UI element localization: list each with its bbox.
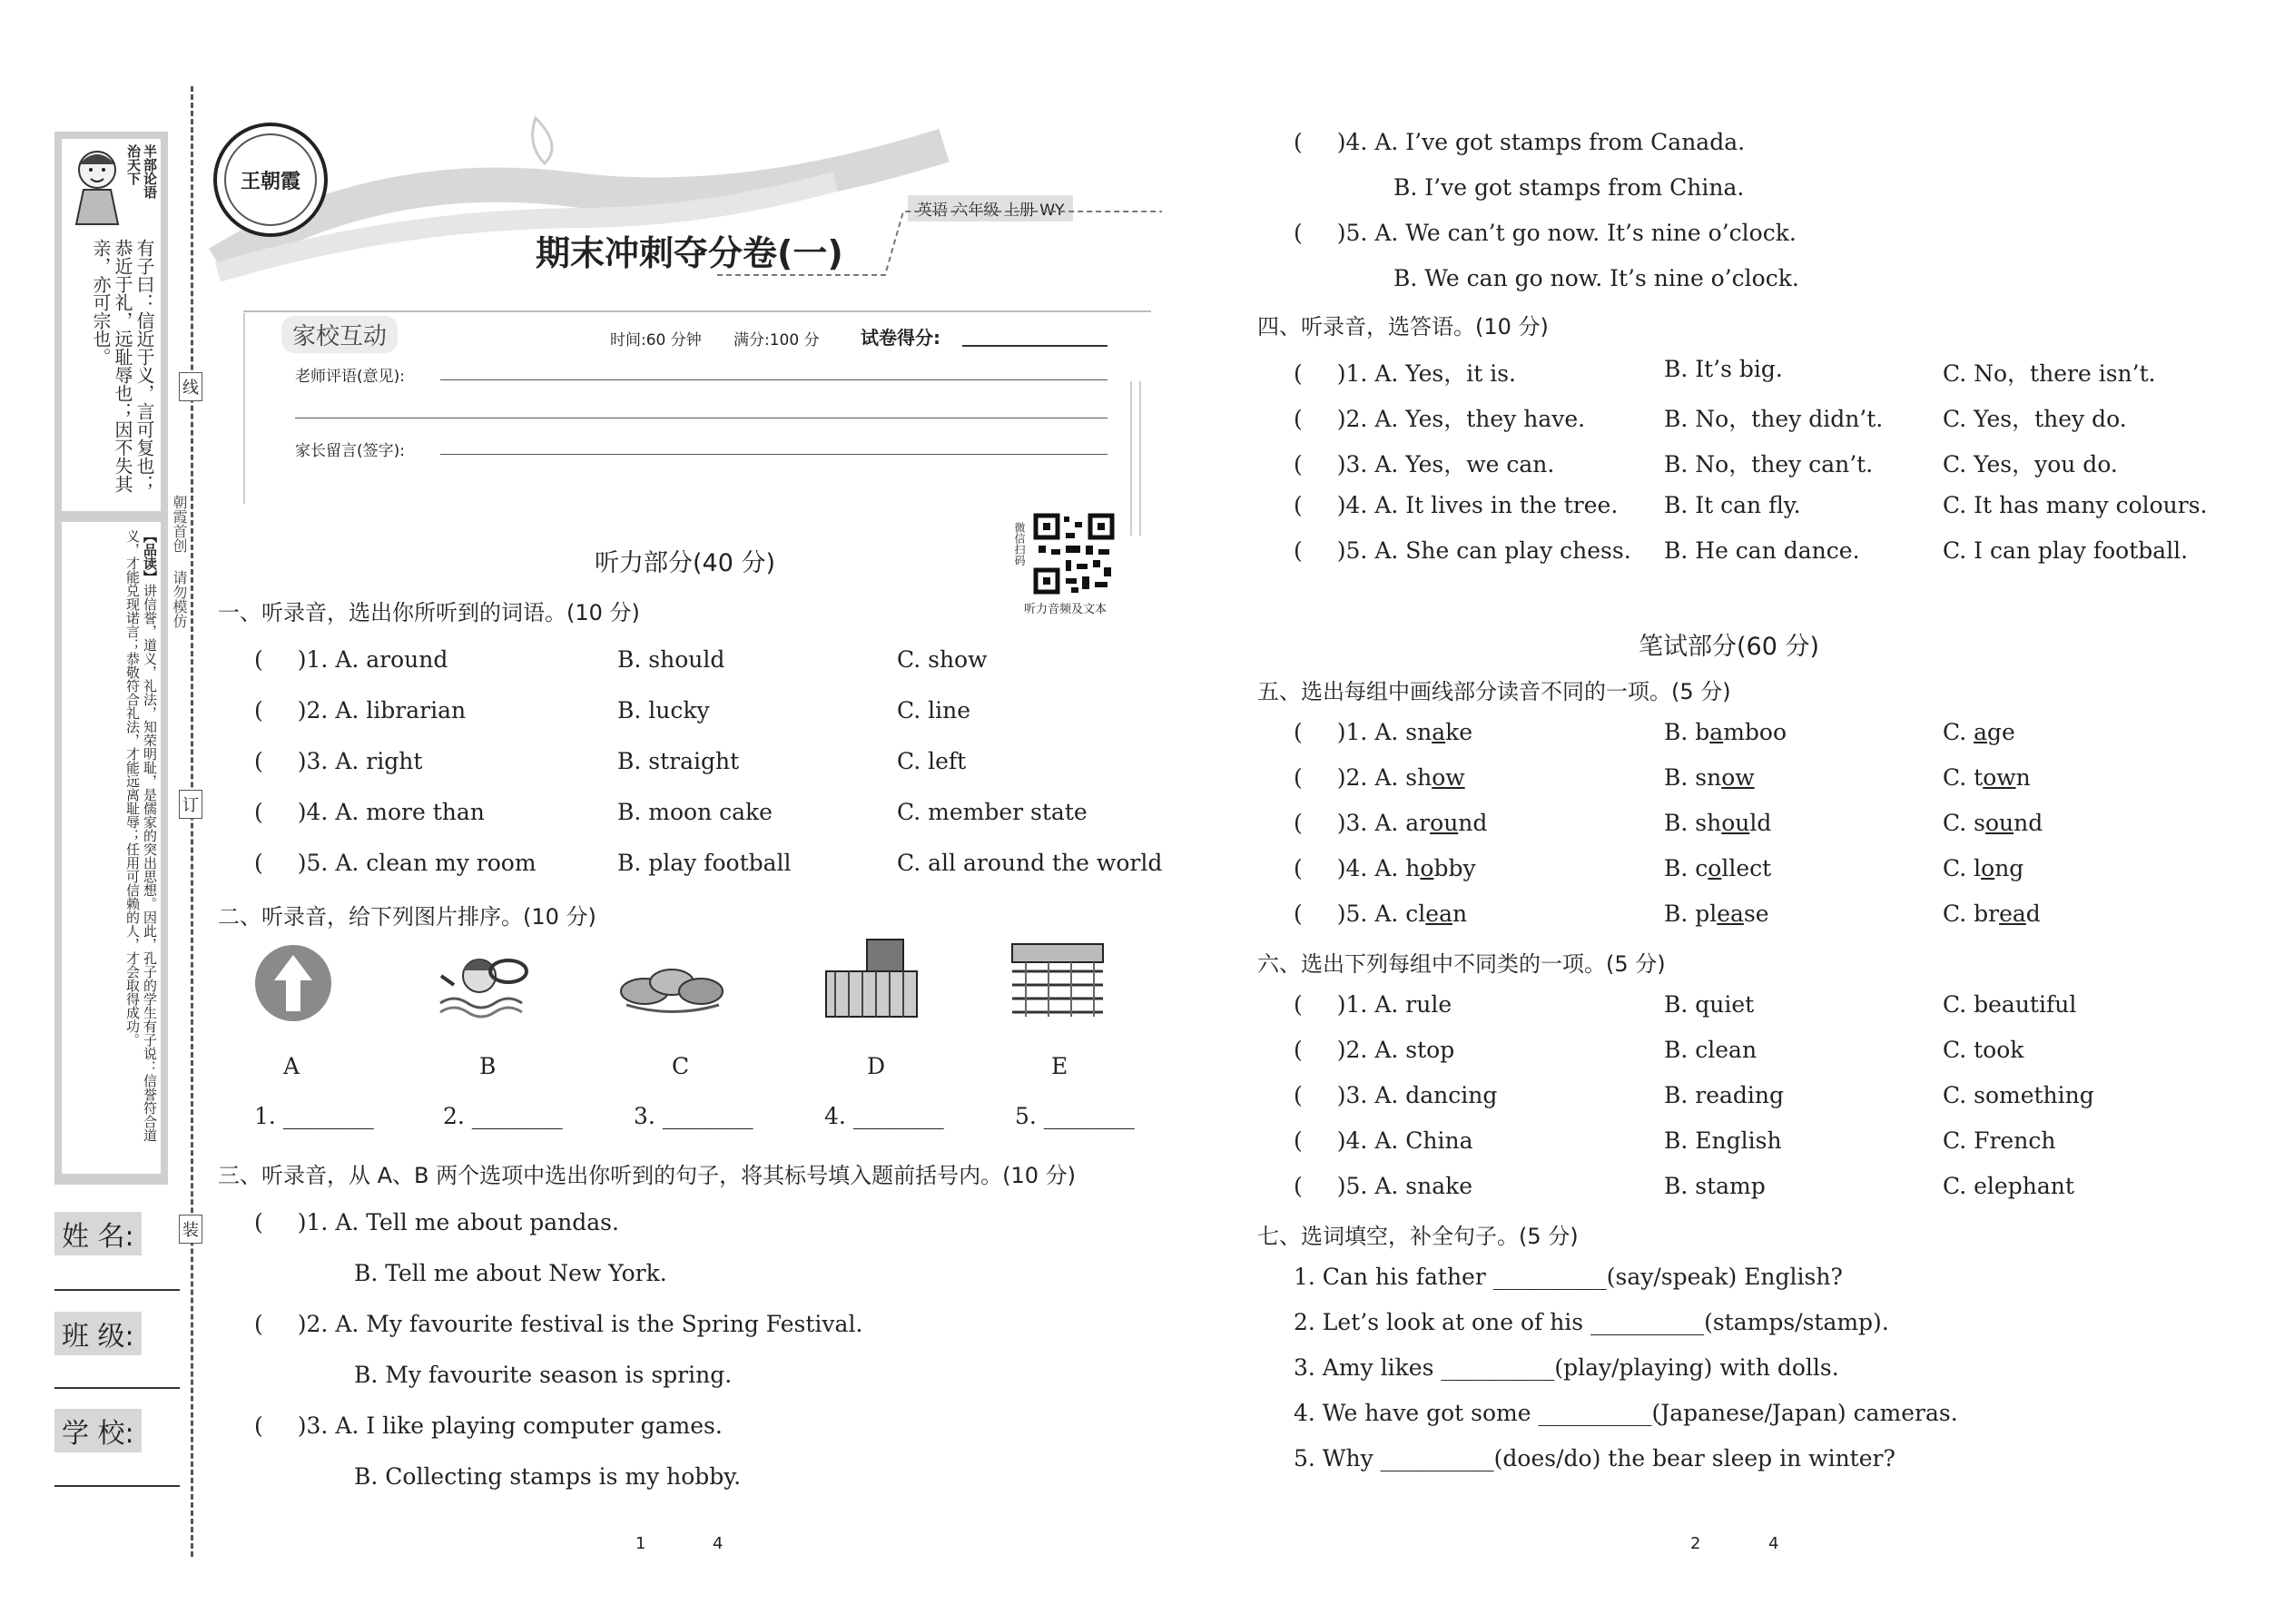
score-field[interactable] (962, 345, 1108, 347)
option-c: C. I can play football. (1943, 537, 2189, 564)
confucius-figure-icon (65, 144, 129, 226)
section-5-heading: 五、选出每组中画线部分读音不同的一项。(5 分) (1257, 679, 1731, 704)
option-c: C. something (1943, 1082, 2094, 1108)
school-field[interactable] (54, 1485, 180, 1487)
brand-logo (213, 123, 328, 237)
list-item: ( )1. A. rule (1294, 991, 1452, 1018)
swimming-boy-icon (436, 940, 536, 1021)
list-item: ( )5. A. She can play chess. (1294, 537, 1631, 564)
option-b: B. No，they didn’t. (1664, 406, 1884, 432)
page-total-right: 4 (1768, 1534, 1779, 1553)
list-item: ( )1. A. Tell me about pandas. (254, 1209, 619, 1235)
option-b: B. bamboo (1664, 719, 1787, 745)
option-b: B. My favourite season is spring. (354, 1362, 733, 1388)
option-b: B. reading (1664, 1082, 1785, 1108)
class-field[interactable] (54, 1387, 180, 1389)
list-item: ( )4. A. I’ve got stamps from Canada. (1294, 129, 1746, 155)
option-b: B. We can go now. It’s nine o’clock. (1393, 265, 1799, 291)
picture-label-b: B (479, 1053, 497, 1079)
box-left-rule (243, 313, 245, 504)
option-b: B. moon cake (617, 799, 773, 825)
option-b: B. stamp (1664, 1173, 1766, 1199)
parent-message-line[interactable] (440, 454, 1108, 455)
option-c: C. bread (1943, 901, 2041, 927)
stadium-icon (1008, 935, 1108, 1021)
page-total-left: 4 (713, 1534, 724, 1553)
option-c: C. Yes，they do. (1943, 406, 2127, 432)
fill-sentence: 2. Let’s look at one of his __________(stamps/stamp). (1294, 1309, 1889, 1335)
list-item: ( )3. A. dancing (1294, 1082, 1498, 1108)
written-heading: 笔试部分(60 分) (1639, 633, 1820, 661)
list-item: ( )1. A. around (254, 646, 448, 673)
option-b: B. collect (1664, 855, 1772, 881)
order-blank-4[interactable]: 4. ________ (824, 1103, 944, 1129)
score-label: 试卷得分: (861, 327, 940, 349)
option-b: B. It can fly. (1664, 492, 1801, 518)
option-b: B. Collecting stamps is my hobby. (354, 1463, 742, 1490)
option-c: C. elephant (1943, 1173, 2074, 1199)
fill-sentence: 1. Can his father __________(say/speak) English? (1294, 1264, 1843, 1290)
option-b: B. should (1664, 810, 1772, 836)
option-b: B. lucky (617, 697, 710, 723)
option-b: B. straight (617, 748, 740, 774)
option-b: B. play football (617, 850, 792, 876)
option-b: B. He can dance. (1664, 537, 1860, 564)
side-note: 朝霞首创 请勿模仿 (171, 495, 188, 628)
class-label: 班 级: (54, 1312, 142, 1355)
picture-label-c: C (672, 1053, 690, 1079)
side-panel (54, 132, 168, 1185)
order-blank-2[interactable]: 2. ________ (443, 1103, 563, 1129)
list-item: ( )1. A. snake (1294, 719, 1473, 745)
parent-message-label: 家长留言(签字): (295, 442, 405, 460)
section-7-heading: 七、选词填空，补全句子。(5 分) (1257, 1224, 1579, 1249)
list-item: ( )3. A. around (1294, 810, 1488, 836)
picture-label-e: E (1051, 1053, 1068, 1079)
name-field[interactable] (54, 1289, 180, 1291)
cut-mark-bind: 装 (179, 1215, 202, 1244)
page-title: 期末冲刺夺分卷(一) (536, 233, 843, 273)
fill-sentence: 3. Amy likes __________(play/playing) with dolls. (1294, 1354, 1839, 1381)
list-item: ( )3. A. Yes，we can. (1294, 451, 1555, 477)
option-c: C. French (1943, 1127, 2056, 1154)
section-2-heading: 二、听录音，给下列图片排序。(10 分) (218, 904, 596, 930)
cut-line (191, 86, 193, 1557)
list-item: ( )4. A. hobby (1294, 855, 1476, 881)
page-number-right: 2 (1690, 1534, 1701, 1553)
option-b: B. It’s big. (1664, 356, 1783, 382)
moon-cakes-icon (617, 946, 726, 1019)
option-c: C. left (897, 748, 967, 774)
home-school-label: 家校互动 (281, 316, 398, 353)
option-c: C. all around the world (897, 850, 1163, 876)
order-blank-3[interactable]: 3. ________ (634, 1103, 753, 1129)
list-item: ( )1. A. Yes，it is. (1294, 360, 1516, 387)
option-c: C. town (1943, 764, 2031, 791)
up-arrow-sign-icon (252, 942, 334, 1024)
option-c: C. long (1943, 855, 2024, 881)
option-c: C. It has many colours. (1943, 492, 2208, 518)
option-b: B. I’ve got stamps from China. (1393, 174, 1745, 201)
section-4-heading: 四、听录音，选答语。(10 分) (1257, 314, 1549, 340)
list-item: ( )5. A. clean my room (254, 850, 537, 876)
qr-caption: 听力音频及文本 (1024, 603, 1108, 616)
option-b: B. should (617, 646, 725, 673)
list-item: ( )2. A. librarian (254, 697, 467, 723)
option-c: C. sound (1943, 810, 2043, 836)
option-b: B. snow (1664, 764, 1755, 791)
list-item: ( )2. A. show (1294, 764, 1465, 791)
quote-text: 有子曰：信近于义，言可复也；恭近于礼，远耻辱也；因不失其亲，亦可宗也。 (90, 239, 155, 493)
picture-label-a: A (283, 1053, 300, 1079)
list-item: ( )5. A. snake (1294, 1173, 1473, 1199)
listening-heading: 听力部分(40 分) (595, 549, 776, 577)
option-c: C. Yes，you do. (1943, 451, 2118, 477)
option-c: C. age (1943, 719, 2015, 745)
option-b: B. No，they can’t. (1664, 451, 1874, 477)
cut-mark-order: 订 (179, 790, 202, 819)
qr-label: 微信扫码 (1013, 522, 1026, 566)
order-blank-5[interactable]: 5. ________ (1015, 1103, 1135, 1129)
list-item: ( )3. A. I like playing computer games. (254, 1412, 723, 1439)
book-meta: 英语 六年级 上册 WY (908, 195, 1073, 221)
fill-sentence: 4. We have got some __________(Japanese/Japan) cameras. (1294, 1400, 1958, 1426)
list-item: ( )4. A. It lives in the tree. (1294, 492, 1619, 518)
list-item: ( )3. A. right (254, 748, 423, 774)
quote-box (62, 139, 161, 511)
option-b: B. clean (1664, 1037, 1757, 1063)
list-item: ( )2. A. My favourite festival is the Spring Festival. (254, 1311, 863, 1337)
full-score-label: 满分:100 分 (733, 331, 820, 349)
option-b: B. Tell me about New York. (354, 1260, 667, 1286)
box-right-rule (1130, 381, 1132, 536)
option-c: C. member state (897, 799, 1088, 825)
qr-code-icon[interactable] (1033, 513, 1115, 595)
option-c: C. show (897, 646, 988, 673)
section-6-heading: 六、选出下列每组中不同类的一项。(5 分) (1257, 951, 1666, 977)
list-item: ( )5. A. clean (1294, 901, 1468, 927)
list-item: ( )4. A. China (1294, 1127, 1473, 1154)
list-item: ( )5. A. We can’t go now. It’s nine o’clock. (1294, 220, 1797, 246)
building-icon (822, 935, 921, 1021)
option-b: B. English (1664, 1127, 1782, 1154)
fill-sentence: 5. Why __________(does/do) the bear sleep in winter? (1294, 1445, 1895, 1471)
list-item: ( )2. A. Yes，they have. (1294, 406, 1586, 432)
order-blank-1[interactable]: 1. ________ (254, 1103, 374, 1129)
teacher-comment-label: 老师评语(意见): (295, 368, 405, 386)
section-1-heading: 一、听录音，选出你所听到的词语。(10 分) (218, 600, 640, 625)
box-right-rule-2 (1139, 381, 1141, 536)
picture-label-d: D (867, 1053, 886, 1079)
page-number-left: 1 (635, 1534, 646, 1553)
option-b: B. quiet (1664, 991, 1755, 1018)
section-3-heading: 三、听录音，从 A、B 两个选项中选出你听到的句子，将其标号填入题前括号内。(10 分) (218, 1163, 1077, 1188)
option-c: C. No，there isn’t. (1943, 360, 2156, 387)
list-item: ( )4. A. more than (254, 799, 485, 825)
option-c: C. beautiful (1943, 991, 2077, 1018)
option-c: C. took (1943, 1037, 2024, 1063)
pindu-text: 【品读】讲信誉，道义，礼法，知荣明耻，是儒家的突出思想。因此，孔子的学生有子说：信誉符合道义，才能兑现诺言；恭敬符合礼法，才能远离耻辱；任用可信赖的人，才会取得成功。 (124, 529, 158, 1142)
option-c: C. line (897, 697, 971, 723)
time-label: 时间:60 分钟 (610, 331, 702, 349)
cut-mark-line: 线 (179, 372, 202, 401)
pindu-box (62, 522, 161, 1174)
teacher-comment-line-1[interactable] (440, 379, 1108, 380)
name-label: 姓 名: (54, 1212, 142, 1255)
school-label: 学 校: (54, 1409, 142, 1452)
option-b: B. please (1664, 901, 1769, 927)
list-item: ( )2. A. stop (1294, 1037, 1455, 1063)
brand-logo-text: 王朝霞 (224, 133, 317, 226)
motto-vertical: 半部论语 治天下 (125, 144, 158, 199)
